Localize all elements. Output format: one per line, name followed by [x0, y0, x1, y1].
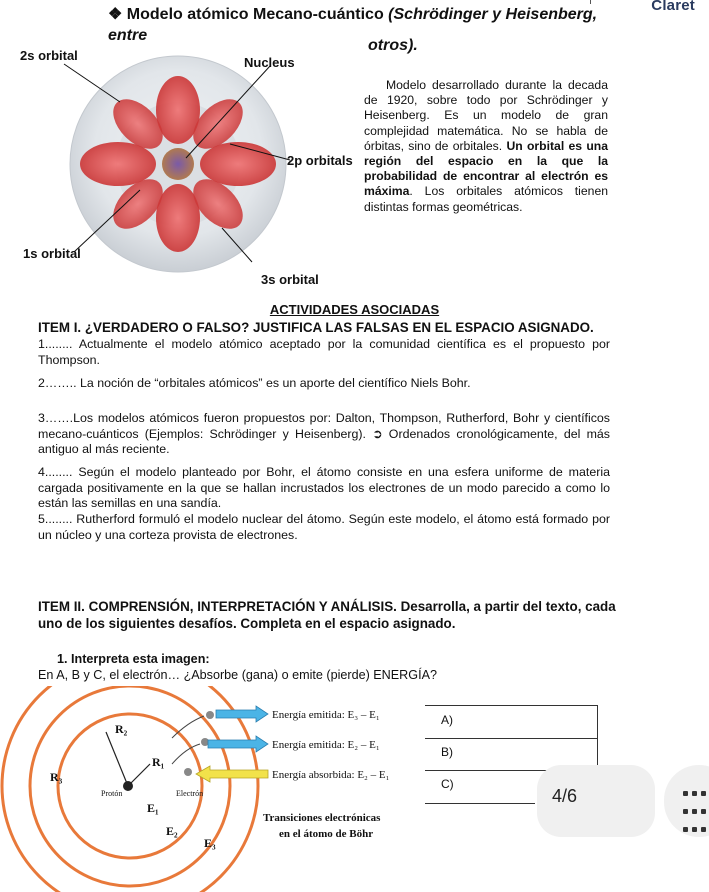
label-2p-orbitals: 2p orbitals	[287, 153, 353, 168]
description-text: Modelo desarrollado durante la decada de 1920, sobre todo por Schrödinger y Heisenberg. Es un modelo de gran complejidad matemática. No se habla de órbitas, sino de orbitales.	[364, 78, 608, 153]
transition-curve	[172, 716, 204, 738]
question-2: 2…….. La noción de “orbitales atómicos” es un aporte del científico Niels Bohr.	[38, 376, 471, 390]
item2-title: ITEM II. COMPRENSIÓN, INTERPRETACIÓN Y ANÁLISIS. Desarrolla, a partir del texto, cada uno de los siguientes desafíos. Completa en el espacio asignado.	[38, 599, 616, 631]
label-r1: R₁	[152, 755, 165, 769]
question-4: 4........ Según el modelo planteado por Bohr, el átomo consiste en una esfera uniforme de materia cargada positivamente en la que se hallan incrustados los electrones de un modo parecido a como lo están las semillas en una sandía.	[38, 465, 610, 510]
electron-3	[184, 768, 192, 776]
question-1: 1........ Actualmente el modelo atómico aceptado por la comunidad científica es el propuesto por Thompson.	[38, 337, 610, 367]
title-paren: (Schrödinger y Heisenberg, entre	[108, 6, 598, 44]
item1-title: ITEM I. ¿VERDADERO O FALSO? JUSTIFICA LAS FALSAS EN EL ESPACIO ASIGNADO.	[38, 320, 594, 335]
answer-c-line[interactable]	[425, 803, 535, 804]
answer-a-line[interactable]	[425, 738, 598, 739]
answer-top-line	[425, 705, 598, 706]
label-e2: E₂	[166, 824, 178, 838]
electron-1	[206, 711, 214, 719]
label-proton: Protón	[101, 789, 123, 798]
arrow-label-c: Energía absorbida: E₂ – E₁	[272, 769, 390, 781]
watermark-logo: Claret	[651, 0, 695, 14]
title-main: Modelo atómico Mecano-cuántico	[126, 6, 384, 23]
label-r2: R₂	[115, 722, 128, 736]
description-text-end: . Los orbitales atómicos tienen distintas formas geométricas.	[364, 184, 608, 214]
arrow-label-b: Energía emitida: E₂ – E₁	[272, 739, 380, 751]
activities-title: ACTIVIDADES ASOCIADAS	[269, 302, 440, 317]
energy-question: En A, B y C, el electrón… ¿Absorbe (gana) o emite (pierde) ENERGÍA?	[38, 668, 437, 682]
label-3s-orbital: 3s orbital	[261, 272, 319, 287]
label-nucleus: Nucleus	[244, 55, 295, 70]
answer-a-label: A)	[441, 713, 453, 727]
page-indicator: 4/6	[552, 786, 578, 806]
nucleus-core	[162, 148, 194, 180]
grid-dots-icon[interactable]	[681, 784, 708, 838]
lobe	[80, 142, 156, 186]
label-r3: R₃	[50, 770, 63, 784]
bohr-caption-2: en el átomo de Böhr	[279, 828, 374, 840]
arrow-label-a: Energía emitida: E₃ – E₁	[272, 709, 380, 721]
question-5: 5........ Rutherford formuló el modelo nuclear del átomo. Según este modelo, el átomo está formado por un núcleo y una corteza provista de electrones.	[38, 512, 610, 542]
label-2s-orbital: 2s orbital	[20, 48, 78, 63]
arrow-emit-3-1	[216, 706, 268, 722]
answer-b-label: B)	[441, 745, 453, 759]
question-3: 3…….Los modelos atómicos fueron propuestos por: Dalton, Thompson, Rutherford, Bohr y científicos mecano-cuánticos (Ejemplos: Schrödinger y Heisenberg). ➲ Ordenados cronológicamente, del más antiguo al más reciente.	[38, 411, 610, 456]
lobe	[200, 142, 276, 186]
bullet-icon: ❖	[108, 6, 123, 23]
model-description	[364, 78, 608, 215]
radius-r1	[128, 764, 150, 786]
title-continuation: otros).	[368, 37, 418, 54]
radius-r2	[106, 732, 128, 786]
interpret-heading: 1. Interpreta esta imagen:	[57, 652, 210, 666]
label-electron: Electrón	[176, 789, 204, 798]
answer-c-label: C)	[441, 777, 454, 791]
bohr-caption-1: Transiciones electrónicas	[263, 812, 381, 824]
description-bold: Un orbital es una región del espacio en la que la probabilidad de encontrar al electrón es máxima	[364, 138, 608, 199]
label-e1: E₁	[147, 801, 159, 815]
label-e3: E₃	[204, 836, 216, 850]
label-1s-orbital: 1s orbital	[23, 246, 81, 261]
